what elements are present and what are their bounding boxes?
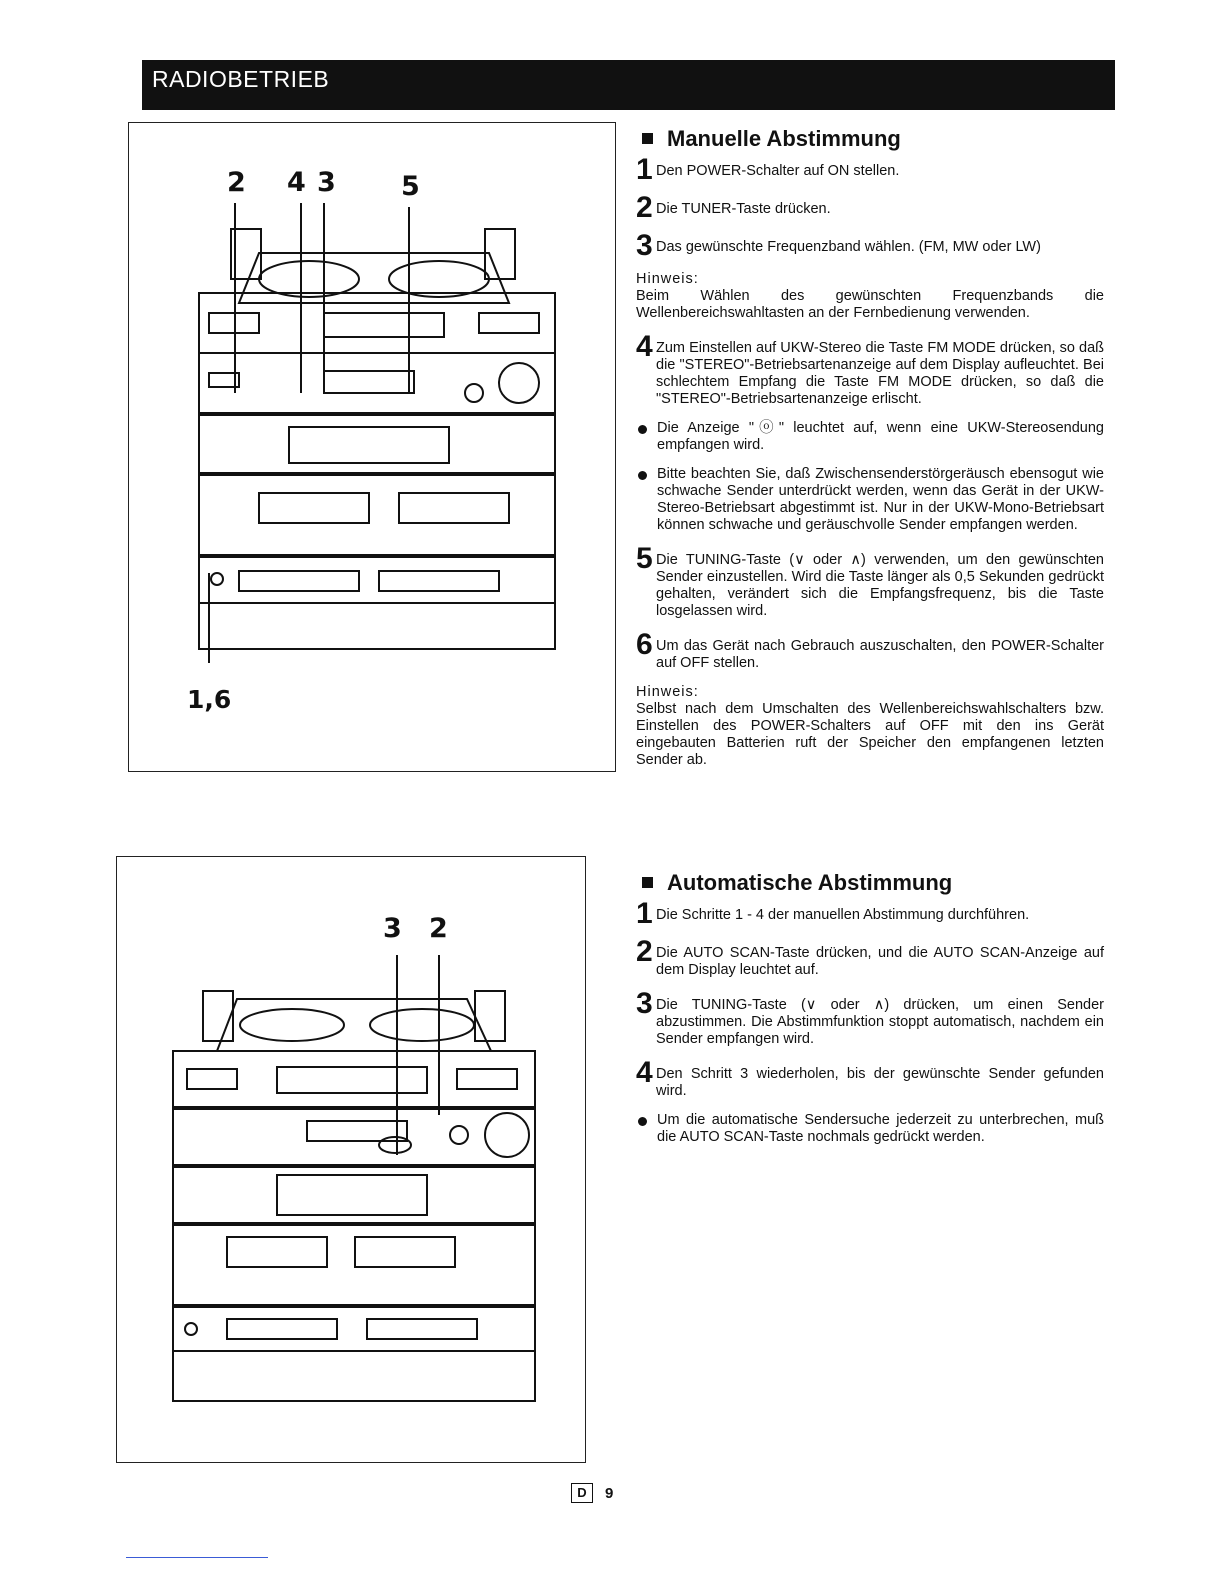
manual-tuning-section xyxy=(636,126,1104,781)
page-number: 9 xyxy=(605,1484,614,1502)
bullet-item: Die Anzeige "ⓞ" leuchtet auf, wenn eine UKW-Stereosendung empfangen wird. xyxy=(636,420,1104,454)
callout-1-6: 1,6 xyxy=(187,685,232,714)
callout-2: 2 xyxy=(227,167,246,198)
language-badge: D xyxy=(571,1483,593,1503)
hint-label: Hinweis: xyxy=(636,684,699,700)
manual-step: 3 Das gewünschte Frequenzband wählen. (FM, MW oder LW) xyxy=(636,229,1041,262)
manual-step: 4 Zum Einstellen auf UKW-Stereo die Taste FM MODE drücken, so daß die "STEREO"-Betriebsartenanzeige auf dem Display aufleuchtet. Bei schlechtem Empfang die Taste FM MODE drücken, so daß die "STEREO"-Betriebsartenanzeige erlischt. xyxy=(636,330,1104,407)
auto-step: 1 Die Schritte 1 - 4 der manuellen Abstimmung durchführen. xyxy=(636,897,1030,930)
bullet-item: Bitte beachten Sie, daß Zwischensenderstörgeräusch ebensogut wie schwache Sender unterdrückt werden, wenn das Gerät in der UKW-Stereo-Betriebsart abgestimmt ist. Nur in der UKW-Mono-Betriebsart können schwache und geräuschvolle Sender empfangen werden. xyxy=(636,466,1104,534)
callout-5: 5 xyxy=(401,171,420,202)
callout-4: 4 xyxy=(287,167,306,198)
bullet-dot-icon xyxy=(638,425,647,434)
auto-tuning-heading xyxy=(636,870,1104,895)
auto-step: 2 Die AUTO SCAN-Taste drücken, und die AUTO SCAN-Anzeige auf dem Display leuchtet auf. xyxy=(636,935,1104,978)
page-footer xyxy=(571,1483,613,1503)
bullet-dot-icon xyxy=(638,471,647,480)
bullet-dot-icon xyxy=(638,1117,647,1126)
auto-step: 3 Die TUNING-Taste (∨ oder ∧) drücken, um einen Sender abzustimmen. Die Abstimmfunktion stoppt automatisch, nachdem ein Sender empfangen wird. xyxy=(636,987,1104,1047)
callout-3: 3 xyxy=(317,167,336,198)
hint-text: Beim Wählen des gewünschten Frequenzbands die Wellenbereichswahltasten an der Fernbedienung verwenden. xyxy=(636,288,1104,321)
figure-manual-tuning xyxy=(128,122,616,772)
auto-tuning-section xyxy=(636,870,1104,1158)
figure-auto-tuning xyxy=(116,856,586,1463)
manual-step: 6 Um das Gerät nach Gebrauch auszuschalten, den POWER-Schalter auf OFF stellen. xyxy=(636,628,1104,671)
hint-label: Hinweis: xyxy=(636,271,699,287)
divider xyxy=(126,1557,268,1558)
manual-tuning-heading xyxy=(636,126,1104,151)
stereo-system-illustration xyxy=(157,955,547,1415)
manual-step: 2 Die TUNER-Taste drücken. xyxy=(636,191,831,224)
manual-step: 1 Den POWER-Schalter auf ON stellen. xyxy=(636,153,900,186)
section-title: RADIOBETRIEB xyxy=(152,66,330,92)
manual-step: 5 Die TUNING-Taste (∨ oder ∧) verwenden, um den gewünschten Sender einzustellen. Wird die Taste länger als 0,5 Sekunden gedrückt gehalten, verändert sich die Empfangsfrequenz, bis die Taste losgelassen wird. xyxy=(636,542,1104,619)
stereo-system-illustration xyxy=(189,193,569,663)
callout-3: 3 xyxy=(383,913,402,944)
square-bullet-icon xyxy=(642,133,653,144)
section-header-bar xyxy=(142,60,1115,110)
bullet-item: Um die automatische Sendersuche jederzeit zu unterbrechen, muß die AUTO SCAN-Taste nochmals gedrückt werden. xyxy=(636,1112,1104,1146)
auto-step: 4 Den Schritt 3 wiederholen, bis der gewünschte Sender gefunden wird. xyxy=(636,1056,1104,1099)
square-bullet-icon xyxy=(642,877,653,888)
callout-2: 2 xyxy=(429,913,448,944)
hint-text: Selbst nach dem Umschalten des Wellenbereichswahlschalters bzw. Einstellen des POWER-Schalters auf OFF mit den ins Gerät eingebauten Batterien ruft der Speicher den empfangenen letzten Sender ab. xyxy=(636,701,1104,768)
manual-tuning-title: Manuelle Abstimmung xyxy=(667,126,901,151)
auto-tuning-title: Automatische Abstimmung xyxy=(667,870,953,895)
